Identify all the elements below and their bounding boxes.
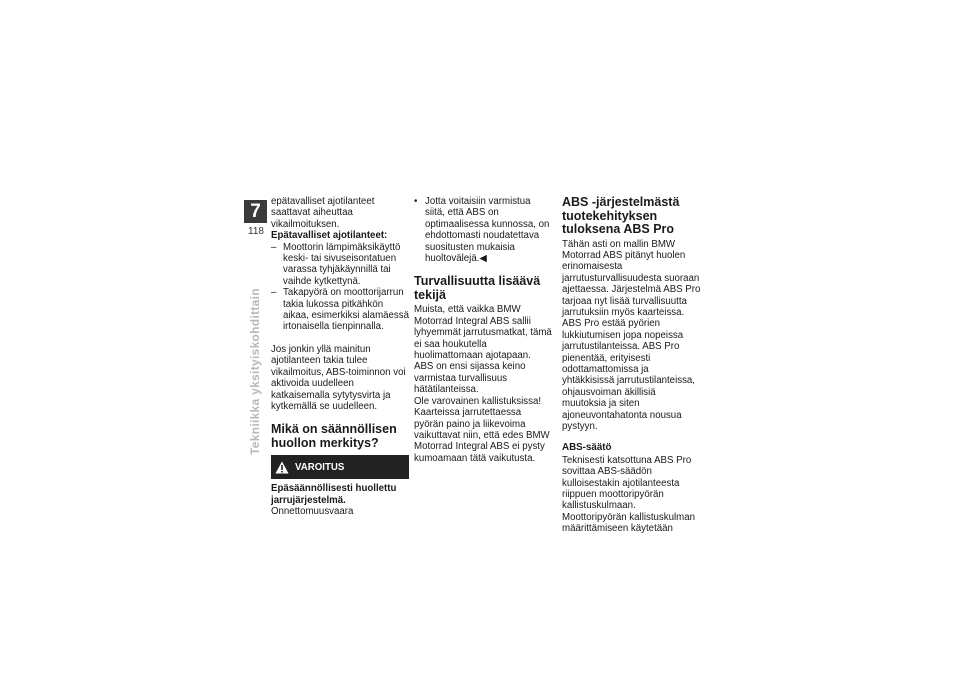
bullet-item-text: Jotta voitaisiin varmistua siitä, että ABS on optimaalisessa kunnossa, on ehdottomasti noudatettava suositusten mukaisia huoltovälejä.◀ <box>425 196 550 265</box>
warning-label: VAROITUS <box>295 461 345 473</box>
warning-title: Epäsäännöllisesti huollettu jarrujärjestelmä. <box>271 483 397 506</box>
paragraph: epätavalliset ajotilanteet saattavat aiheuttaa vikailmoituksen. <box>271 196 375 230</box>
dash-marker: – <box>271 241 277 253</box>
paragraph: Jos jonkin yllä mainitun ajotilanteen takia tulee vikailmoitus, ABS-toiminnon voi aktivoida uudelleen katkaisemalla sytytysvirta ja kytkemällä se uudelleen. <box>271 343 406 412</box>
dash-marker: – <box>271 287 277 299</box>
safety-heading: Turvallisuutta lisäävä tekijä <box>414 274 541 302</box>
chapter-number: 7 <box>244 200 267 223</box>
dash-item <box>271 242 409 288</box>
maintenance-heading: Mikä on säännöllisen huollon merkitys? <box>271 422 397 450</box>
bullet-marker: • <box>414 196 418 207</box>
abs-pro-heading: ABS -järjestelmästä tuotekehityksen tuloksena ABS Pro <box>562 195 680 236</box>
dash-item-text: Takapyörä on moottorijarrun takia lukossa pitkähkön aikaa, esimerkiksi alamäessä irtonaisella tienpinnalla. <box>283 287 409 333</box>
warning-triangle-icon <box>275 461 289 474</box>
abs-setting-heading: ABS-säätö <box>562 442 612 454</box>
paragraph: Tähän asti on mallin BMW Motorrad ABS pitänyt huolen erinomaisesta jarrutusturvallisuudesta suoraan ajettaessa. Järjestelmä ABS Pro tarjoaa nyt lisää turvallisuutta jarrutuksiin myös kaarteissa. ABS Pro estää pyörien lukkiutumisen jopa nopeissa jarrutustilanteissa. ABS Pro pienentää, erityisesti odottamattomissa ja yhtäkkisissä jarrutustilanteissa, ohjausvoiman äkillisiä muutoksia ja siten ajoneuvontahatonta nousua pystyyn. <box>562 238 701 432</box>
paragraph: Muista, että vaikka BMW Motorrad Integral ABS sallii lyhyemmät jarrutusmatkat, tämä ei saa houkutella huolimattomaan ajotapaan. ABS on ensi sijassa keino varmistaa turvallisuus hätätilanteissa. <box>414 304 552 396</box>
warning-text: Onnettomuusvaara <box>271 506 354 518</box>
dash-item <box>271 287 409 333</box>
dash-item-text: Moottorin lämpimäksikäyttö keski- tai sivuseisontatuen varassa tyhjäkäynnillä tai vaihde kytkettynä. <box>283 241 401 287</box>
column-2 <box>414 196 552 464</box>
column-1 <box>271 196 409 518</box>
page-number: 118 <box>248 226 264 237</box>
unusual-situations-heading: Epätavalliset ajotilanteet: <box>271 230 388 242</box>
paragraph: Ole varovainen kallistuksissa! Kaarteissa jarrutettaessa pyörän paino ja liikevoima vaikuttavat niin, että edes BMW Motorrad Integral ABS ei pysty kumoamaan tätä vaikutusta. <box>414 395 550 464</box>
bullet-item <box>414 196 552 264</box>
warning-banner <box>271 455 409 479</box>
column-3 <box>562 196 702 535</box>
paragraph: Teknisesti katsottuna ABS Pro sovittaa ABS-säädön kulloisestakin ajotilanteesta riippuen moottoripyörän kallistuskulmaan. Moottoripyörän kallistuskulman määrittämiseen käytetään <box>562 454 695 535</box>
chapter-title: Tekniikka yksityiskohdittain <box>248 288 262 455</box>
